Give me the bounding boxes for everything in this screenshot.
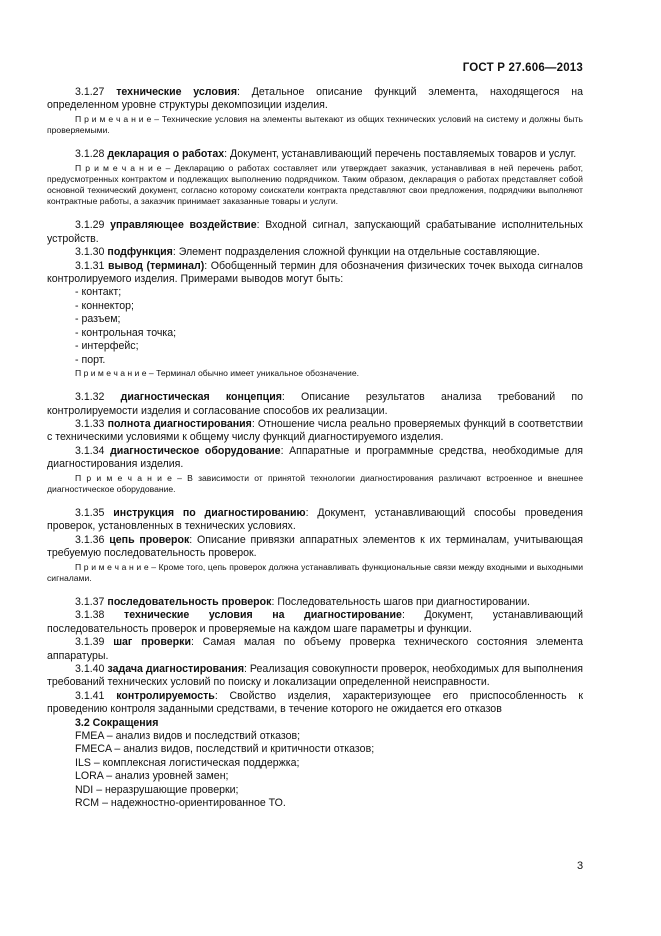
abbreviation-item: NDI – неразрушающие проверки;: [75, 783, 239, 796]
term-3-1-40: [47, 663, 583, 690]
document-body: [47, 86, 583, 810]
term-definition: : Документ, устанавливающий последовательность проверок и проверяемые на каждом шаге параметры и функции.: [47, 609, 583, 635]
term-3-1-27: [47, 86, 583, 113]
list-item: - интерфейс;: [75, 340, 139, 353]
term-name: управляющее воздействие: [110, 219, 257, 232]
term-definition: : Отношение числа реально проверяемых функций в соответствии с техническими условиями к общему числу функций диагностируемого изделия.: [47, 417, 583, 444]
term-3-1-39: [47, 636, 583, 663]
term-definition: : Самая малая по объему проверка технического состояния элемента аппаратуры.: [47, 636, 584, 662]
section-heading-abbreviations: 3.2 Сокращения: [75, 716, 159, 729]
abbreviation-item: RCM – надежностно-ориентированное ТО.: [75, 797, 286, 810]
note-label: П р и м е ч а н и е: [75, 472, 172, 483]
note-text: – Технические условия на элементы вытекают из общих технических условий на систему и должны быть проверяемыми.: [47, 113, 583, 136]
note-label: П р и м е ч а н и е: [75, 561, 149, 572]
note-text: – Кроме того, цепь проверок должна устанавливать функциональные связи между входными и выходными сигналами.: [47, 561, 583, 583]
term-note: [47, 473, 583, 495]
term-number: 3.1.41: [75, 689, 105, 702]
term-3-1-38: [47, 609, 583, 636]
term-number: 3.1.40: [75, 663, 105, 676]
term-3-1-31: [47, 260, 583, 287]
term-definition: : Документ, устанавливающий перечень поставляемых товаров и услуг.: [224, 148, 577, 161]
page-number: 3: [577, 860, 584, 872]
list-item: - контрольная точка;: [75, 326, 177, 339]
term-3-1-30: [47, 246, 583, 259]
term-definition: : Описание результатов анализа требований по контролируемости изделия и согласование способов их реализации.: [47, 391, 583, 417]
term-number: 3.1.31: [75, 259, 105, 272]
list-item: - коннектор;: [75, 299, 134, 312]
note-label: П р и м е ч а н и е: [75, 367, 147, 378]
term-definition: : Входной сигнал, запускающий срабатывание исполнительных устройств.: [47, 219, 583, 245]
term-name: диагностическая концепция: [120, 391, 282, 404]
term-definition: : Описание привязки аппаратных элементов к их терминалам, учитывающая требуемую последовательность проверок.: [47, 533, 583, 560]
term-name: технические условия: [116, 86, 238, 98]
term-definition: : Документ, устанавливающий способы проведения проверок, установленных в технических условиях.: [47, 506, 583, 533]
term-name: шаг проверки: [113, 636, 191, 649]
term-number: 3.1.29: [75, 219, 105, 232]
note-label: П р и м е ч а н и е: [75, 113, 152, 124]
term-name: технические условия на диагностирование: [124, 609, 402, 622]
term-definition: : Аппаратные и программные средства, необходимые для диагностирования изделия.: [47, 444, 583, 471]
abbreviation-item: ILS – комплексная логистическая поддержка;: [75, 756, 300, 769]
term-number: 3.1.30: [75, 246, 105, 259]
term-name: цепь проверок: [109, 533, 190, 546]
list-item: - порт.: [75, 353, 106, 366]
term-definition: : Последовательность шагов при диагностировании.: [271, 595, 530, 608]
term-definition: : Элемент подразделения сложной функции на отдельные составляющие.: [172, 246, 540, 259]
abbreviation-item: FMEA – анализ видов и последствий отказов;: [75, 730, 301, 743]
term-name: вывод (терминал): [107, 259, 205, 272]
term-number: 3.1.33: [75, 417, 105, 430]
abbreviation-item: FMECA – анализ видов, последствий и критичности отказов;: [75, 743, 375, 756]
term-note: [47, 562, 583, 584]
term-name: контролируемость: [116, 689, 215, 702]
term-3-1-33: [47, 418, 583, 445]
term-number: 3.1.38: [75, 609, 105, 622]
term-name: подфункция: [107, 246, 173, 259]
term-note: [47, 368, 583, 379]
term-name: инструкция по диагностированию: [113, 506, 306, 519]
term-definition: : Детальное описание функций элемента, находящегося на определенном уровне структуры декомпозиции изделия.: [47, 86, 583, 112]
term-definition: : Обобщенный термин для обозначения физических точек выхода сигналов контролируемого изделия. Примерами выводов могут быть:: [47, 259, 583, 286]
term-3-1-35: [47, 507, 583, 534]
term-number: 3.1.27: [75, 86, 105, 98]
standard-header: ГОСТ Р 27.606—2013: [462, 62, 583, 74]
term-number: 3.1.36: [75, 533, 105, 546]
term-number: 3.1.28: [75, 148, 105, 161]
term-number: 3.1.35: [75, 506, 105, 519]
term-definition: : Реализация совокупности проверок, необходимых для выполнения требований технических условий по поиску и локализации определенной неисправности.: [47, 663, 583, 689]
term-number: 3.1.32: [75, 391, 105, 404]
term-name: задача диагностирования: [107, 663, 245, 676]
term-3-1-36: [47, 534, 583, 561]
list-item: - контакт;: [75, 286, 122, 299]
term-3-1-37: [47, 596, 583, 609]
term-name: полнота диагностирования: [107, 417, 252, 430]
note-text: – В зависимости от принятой технологии диагностирования различают встроенное и внешнее диагностическое оборудование.: [47, 472, 583, 494]
list-item: - разъем;: [75, 313, 121, 326]
term-name: последовательность проверок: [107, 595, 272, 608]
term-3-1-34: [47, 445, 583, 472]
term-number: 3.1.37: [75, 595, 105, 608]
term-3-1-32: [47, 391, 583, 418]
term-number: 3.1.34: [75, 444, 105, 457]
term-note: [47, 163, 583, 208]
note-label: П р и м е ч а н и е: [75, 162, 162, 173]
term-number: 3.1.39: [75, 636, 105, 649]
term-name: декларация о работах: [107, 148, 225, 161]
abbreviation-item: LORA – анализ уровней замен;: [75, 770, 229, 783]
term-note: [47, 114, 583, 136]
note-text: – Декларацию о работах составляет или утверждает заказчик, устанавливая в ней перечень работ, предусмотренных контрактом и подлежащих выполнению подрядчиком. Таким образом, декларация о работах представляет собой основной технический документ, согласно которому соискатели контракта представляют свои предложения, подрядчики выполняют контрактные работы, а заказчик принимает заказанные товары и услуги.: [47, 162, 584, 207]
term-3-1-29: [47, 219, 583, 246]
term-definition: : Свойство изделия, характеризующее его приспособленность к проведению контроля заданными средствами, в течение которого не ожидается его отказов: [47, 689, 583, 716]
note-text: – Терминал обычно имеет уникальное обозначение.: [146, 367, 359, 378]
term-3-1-41: [47, 690, 583, 717]
term-name: диагностическое оборудование: [110, 444, 281, 457]
term-3-1-28: [47, 148, 583, 161]
